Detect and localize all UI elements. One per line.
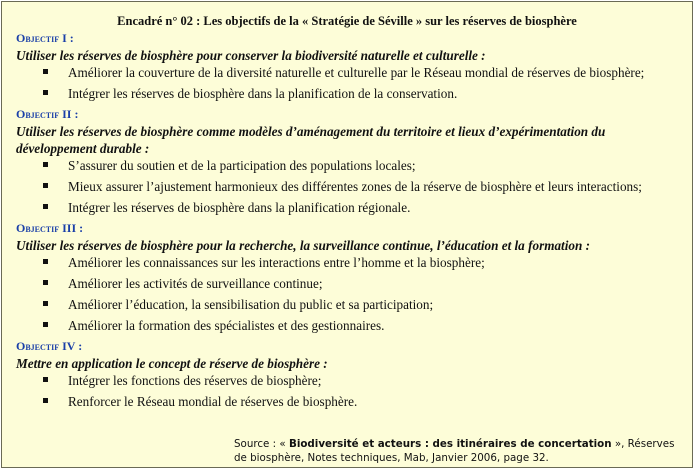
objective-heading: Objectif II : (16, 107, 79, 121)
objective-heading: Objectif IV : (16, 339, 83, 353)
list-item (16, 178, 678, 195)
square-bullet-icon (43, 398, 48, 403)
square-bullet-icon (43, 162, 48, 167)
list-item-text: Améliorer la couverture de la diversité naturelle et culturelle par le Réseau mondial de réserves de biosphère; (68, 65, 645, 80)
list-item (16, 254, 678, 271)
objective-subtitle: Utiliser les réserves de biosphère pour la recherche, la surveillance continue, l’éducation et la formation : (16, 238, 590, 253)
encadre-box (1, 1, 693, 468)
objective-items (16, 372, 678, 410)
objective-4 (16, 338, 678, 410)
objective-items (16, 157, 678, 216)
objective-heading: Objectif III : (16, 221, 84, 235)
objective-1 (16, 30, 678, 102)
source-title: Biodiversité et acteurs : des itinéraires de concertation (288, 438, 612, 450)
list-item (16, 199, 678, 216)
source-suffix: », Réserves de biosphère, Notes techniques, Mab, Janvier 2006, page 32. (234, 438, 675, 464)
list-item-text: Améliorer la formation des spécialistes et des gestionnaires. (68, 318, 385, 333)
list-item (16, 317, 678, 334)
encadre-title: Encadré n° 02 : Les objectifs de la « Stratégie de Séville » sur les réserves de biosphère (117, 14, 577, 28)
square-bullet-icon (43, 280, 48, 285)
list-item-text: Intégrer les fonctions des réserves de biosphère; (68, 373, 322, 388)
list-item-text: S’assurer du soutien et de la participation des populations locales; (68, 158, 416, 173)
source-prefix: Source : « (234, 438, 289, 450)
square-bullet-icon (43, 301, 48, 306)
objectives-list (16, 30, 678, 414)
list-item (16, 275, 678, 292)
objective-subtitle: Utiliser les réserves de biosphère pour conserver la biodiversité naturelle et culturelle : (16, 48, 486, 63)
square-bullet-icon (43, 90, 48, 95)
objective-items (16, 64, 678, 102)
objective-subtitle: Utiliser les réserves de biosphère comme modèles d’aménagement du territoire et lieux d’expérimentation du développement durable : (16, 124, 606, 156)
source-citation (234, 437, 686, 465)
square-bullet-icon (43, 377, 48, 382)
objective-items (16, 254, 678, 334)
square-bullet-icon (43, 183, 48, 188)
list-item (16, 296, 678, 313)
square-bullet-icon (43, 259, 48, 264)
square-bullet-icon (43, 204, 48, 209)
list-item-text: Intégrer les réserves de biosphère dans la planification de la conservation. (68, 86, 458, 101)
list-item (16, 393, 678, 410)
list-item (16, 64, 678, 81)
objective-subtitle: Mettre en application le concept de réserve de biosphère : (16, 356, 328, 371)
list-item-text: Améliorer l’éducation, la sensibilisation du public et sa participation; (68, 297, 434, 312)
square-bullet-icon (43, 322, 48, 327)
list-item (16, 372, 678, 389)
list-item-text: Améliorer les activités de surveillance continue; (68, 276, 323, 291)
list-item-text: Mieux assurer l’ajustement harmonieux des différentes zones de la réserve de biosphère et leurs interactions; (68, 179, 642, 194)
list-item (16, 157, 678, 174)
list-item (16, 85, 678, 102)
objective-2 (16, 106, 678, 216)
list-item-text: Intégrer les réserves de biosphère dans la planification régionale. (68, 200, 411, 215)
objective-3 (16, 220, 678, 334)
list-item-text: Améliorer les connaissances sur les interactions entre l’homme et la biosphère; (68, 255, 485, 270)
list-item-text: Renforcer le Réseau mondial de réserves de biosphère. (68, 394, 358, 409)
square-bullet-icon (43, 69, 48, 74)
objective-heading: Objectif I : (16, 31, 74, 45)
